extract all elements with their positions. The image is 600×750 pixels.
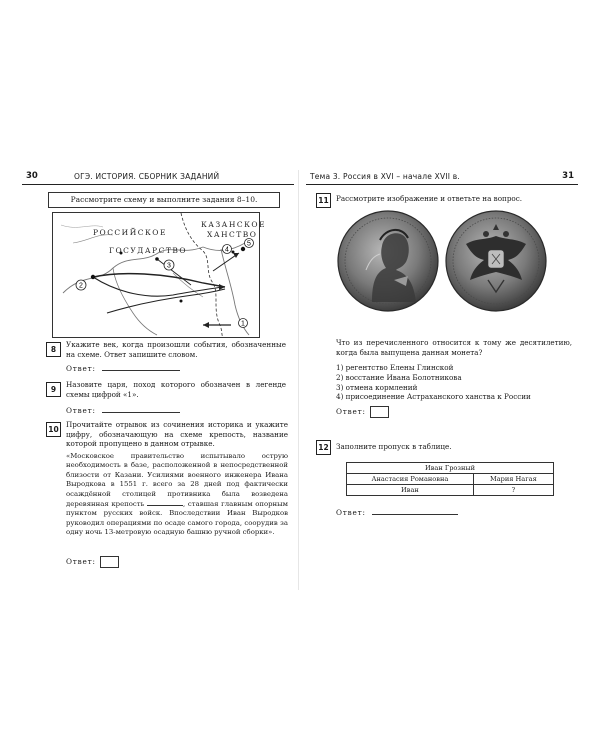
instruction-box: Рассмотрите схему и выполните задания 8–10. [48, 192, 280, 208]
question-number-10: 10 [46, 422, 61, 437]
answer-label: Ответ: [336, 407, 366, 416]
campaign-map [52, 212, 267, 338]
question-12-text: Заполните пропуск в таблице. [336, 442, 452, 451]
option-1[interactable]: 1) регентство Елены Глинской [336, 363, 454, 372]
answer-label: Ответ: [66, 557, 96, 566]
map-marker-3: 3 [167, 262, 171, 270]
map-marker-4: 4 [225, 246, 229, 254]
question-12-answer [336, 506, 458, 517]
question-number-12: 12 [316, 440, 331, 455]
question-number-9: 9 [46, 382, 61, 397]
map-drawing [53, 213, 267, 337]
map-label-russian: РОССИЙСКОЕ [93, 228, 167, 237]
table-cell-son-2: ? [473, 485, 553, 496]
answer-line[interactable] [102, 362, 180, 371]
option-2[interactable]: 2) восстание Ивана Болотникова [336, 372, 462, 382]
answer-line[interactable] [102, 404, 180, 413]
left-page [22, 170, 294, 590]
page-gutter [298, 170, 299, 590]
question-11-text: Рассмотрите изображение и ответьте на вопрос. [336, 194, 523, 203]
quote-blank [147, 499, 183, 506]
dynasty-table [346, 462, 554, 496]
question-10-answer [66, 556, 119, 568]
question-9-text: Назовите царя, поход которого обозначен в легенде схемы цифрой «1». [66, 380, 286, 399]
question-11-answer [336, 406, 389, 418]
table-cell-top: Иван Грозный [347, 463, 554, 474]
answer-box[interactable] [100, 556, 119, 568]
answer-box[interactable] [370, 406, 389, 418]
right-page [306, 170, 578, 590]
question-number-8: 8 [46, 342, 61, 357]
coin-image [336, 210, 550, 312]
option-4[interactable]: 4) присоединение Астраханского ханства к России [336, 392, 531, 402]
answer-options [336, 363, 531, 402]
map-marker-2: 2 [79, 282, 83, 290]
question-8-answer [66, 362, 180, 373]
option-3[interactable]: 3) отмена кормлений [336, 382, 418, 392]
page-number: 30 [26, 171, 38, 181]
question-number-11: 11 [316, 193, 331, 208]
answer-line[interactable] [372, 506, 458, 515]
table-cell-wife-2: Мария Нагая [473, 474, 553, 485]
map-marker-5: 5 [247, 240, 251, 248]
coin-drawing [336, 210, 550, 312]
page-header [306, 170, 578, 185]
answer-label: Ответ: [66, 364, 96, 373]
historian-quote [66, 452, 288, 538]
question-8-text: Укажите век, когда произошли события, обозначенные на схеме. Ответ запишите словом. [66, 340, 286, 359]
map-marker-1: 1 [241, 320, 245, 328]
page-header [22, 170, 294, 185]
header-title: Тема 3. Россия в XVI – начале XVII в. [310, 172, 460, 181]
page-number: 31 [562, 171, 574, 181]
map-label-khanate: ХАНСТВО [207, 230, 258, 239]
table-cell-wife-1: Анастасия Романовна [347, 474, 474, 485]
map-label-state: ГОСУДАРСТВО [109, 246, 187, 255]
table-cell-son-1: Иван [347, 485, 474, 496]
question-9-answer [66, 404, 180, 415]
header-title: ОГЭ. ИСТОРИЯ. СБОРНИК ЗАДАНИЙ [74, 172, 220, 181]
quote-part-2: , ставшая главным опорным пунктом русских войск. Впоследствии Иван Выродков руководил операциями по осаде самого города, соорудив за одну ночь 13-метровую осадную башню ручной сборки». [66, 500, 288, 537]
answer-label: Ответ: [336, 508, 366, 517]
question-11-question: Что из перечисленного относится к тому же десятилетию, когда была выпущена данная монета? [336, 338, 572, 357]
quote-part-1: «Московское правительство испытывало острую необходимость в базе, расположенной в непосредственной близости от Казани. Усилиями военного инженера Ивана Выродкова в 1551 г. всего за 28 дней под фактически осаждённой столицей противника была возведена деревянная крепость [66, 452, 288, 509]
question-10-text: Прочитайте отрывок из сочинения историка и укажите цифру, обозначающую на схеме крепость, название которой пропущено в данном отрывке. [66, 420, 288, 449]
map-label-kazan: КАЗАНСКОЕ [201, 220, 267, 229]
answer-label: Ответ: [66, 406, 96, 415]
